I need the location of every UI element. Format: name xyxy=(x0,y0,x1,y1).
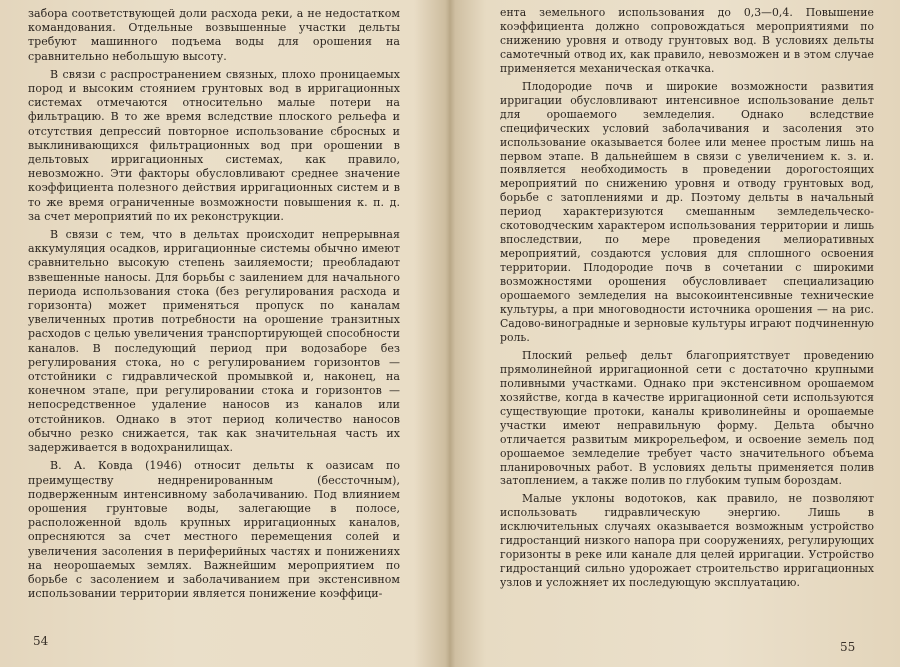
paragraph: забора соответствующей доли расхода реки, а не недостатком командования. Отдельные возвышенные участки дельты требуют машинного подъема воды для орошения на сравнительно небольшую высоту. xyxy=(28,7,400,63)
paragraph: ента земельного использования до 0,3—0,4. Повышение коэффициента должно сопровождаться мероприятиями по снижению уровня и отводу грунтовых вод. В условиях дельты самотечный отвод их, как правило, невозможен и в этом случае применяется механическая откачка. xyxy=(500,6,874,75)
right-page xyxy=(450,0,900,667)
page-number: 55 xyxy=(840,640,856,654)
page-number: 54 xyxy=(33,634,49,648)
right-page-text xyxy=(500,6,874,594)
paragraph: В связи с распространением связных, плохо проницаемых пород и высоким стоянием грунтовых вод в ирригационных системах отмечаются относительно малые потери на фильтрацию. В то же время вследствие плоского рельефа и отсутствия депрессий повторное использование сбросных и выклинивающихся фильтрационных вод при орошении в дельтовых ирригационных системах, как правило, невозможно. Эти факторы обусловливают среднее значение коэффициента полезного действия ирригационных систем и в то же время ограниченные возможности повышения к. п. д. за счет мероприятий по их реконструкции. xyxy=(28,67,400,223)
paragraph: В связи с тем, что в дельтах происходит непрерывная аккумуляция осадков, ирригационные системы обычно имеют сравнительно высокую степень заиляемости; преобладают взвешенные наносы. Для борьбы с заилением для начального периода использования стока (без регулирования расхода и горизонта) может применяться пропуск по каналам увеличенных против потребности на орошение транзитных расходов с целью увеличения транспортирующей способности каналов. В последующий период при водозаборе без регулирования стока, но с регулированием горизонтов — отстойники с гидравлической промывкой и, наконец, на конечном этапе, при регулировании стока и горизонтов — непосредственное удаление наносов из каналов или отстойников. Однако в этот период количество наносов обычно резко снижается, так как значительная часть их задерживается в водохранилищах. xyxy=(28,228,400,455)
paragraph: Плоский рельеф дельт благоприятствует проведению прямолинейной ирригационной сети с достаточно крупными поливными участками. Однако при экстенсивном орошаемом хозяйстве, когда в качестве ирригационной сети используются существующие протоки, каналы криволинейны и орошаемые участки имеют неправильную форму. Дельта обычно отличается развитым микрорельефом, и освоение земель под орошаемое земледелие требует часто значительного объема планировочных работ. В условиях дельты применяется полив затоплением, а также полив по глубоким тупым бороздам. xyxy=(500,348,874,488)
paragraph: Малые уклоны водотоков, как правило, не позволяют использовать гидравлическую энергию. Лишь в исключительных случаях оказывается возможным устройство гидростанций низкого напора при сооружениях, регулирующих горизонты в реке или канале для целей ирригации. Устройство гидростанций сильно удорожает строительство ирригационных узлов и усложняет их последующую эксплуатацию. xyxy=(500,492,874,590)
paragraph: Плодородие почв и широкие возможности развития ирригации обусловливают интенсивное использование дельт для орошаемого земледелия. Однако вследствие специфических условий заболачивания и засоления это использование оказывается более или менее простым лишь на первом этапе. В дальнейшем в связи с увеличением к. з. и. появляется необходимость в проведении дорогостоящих мероприятий по снижению уровня и отводу грунтовых вод, борьбе с затоплениями и др. Поэтому дельты в начальный период характеризуются смешанным земледельческо-скотоводческим характером использования территории и лишь впоследствии, по мере проведения мелиоративных мероприятий, создаются условия для сплошного освоения территории. Плодородие почв в сочетании с широкими возможностями орошения обусловливает специализацию орошаемого земледелия на высокоинтенсивные технические культуры, а при многоводности источника орошения — на рис. Садово-виноградные и зерновые культуры играют подчиненную роль. xyxy=(500,79,874,344)
left-page-text xyxy=(28,7,400,605)
paragraph: В. А. Ковда (1946) относит дельты к оазисам по преимуществу неднренированным (бессточным), подверженным интенсивному заболачиванию. Под влиянием орошения грунтовые воды, залегающие в полосе, расположенной вдоль крупных ирригационных каналов, опресняются за счет местного перемещения солей и увеличения засоления в периферийных частях и понижениях на неорошаемых землях. Важнейшим мероприятием по борьбе с засолением и заболачиванием при экстенсивном использовании территории является понижение коэффици- xyxy=(28,459,400,601)
